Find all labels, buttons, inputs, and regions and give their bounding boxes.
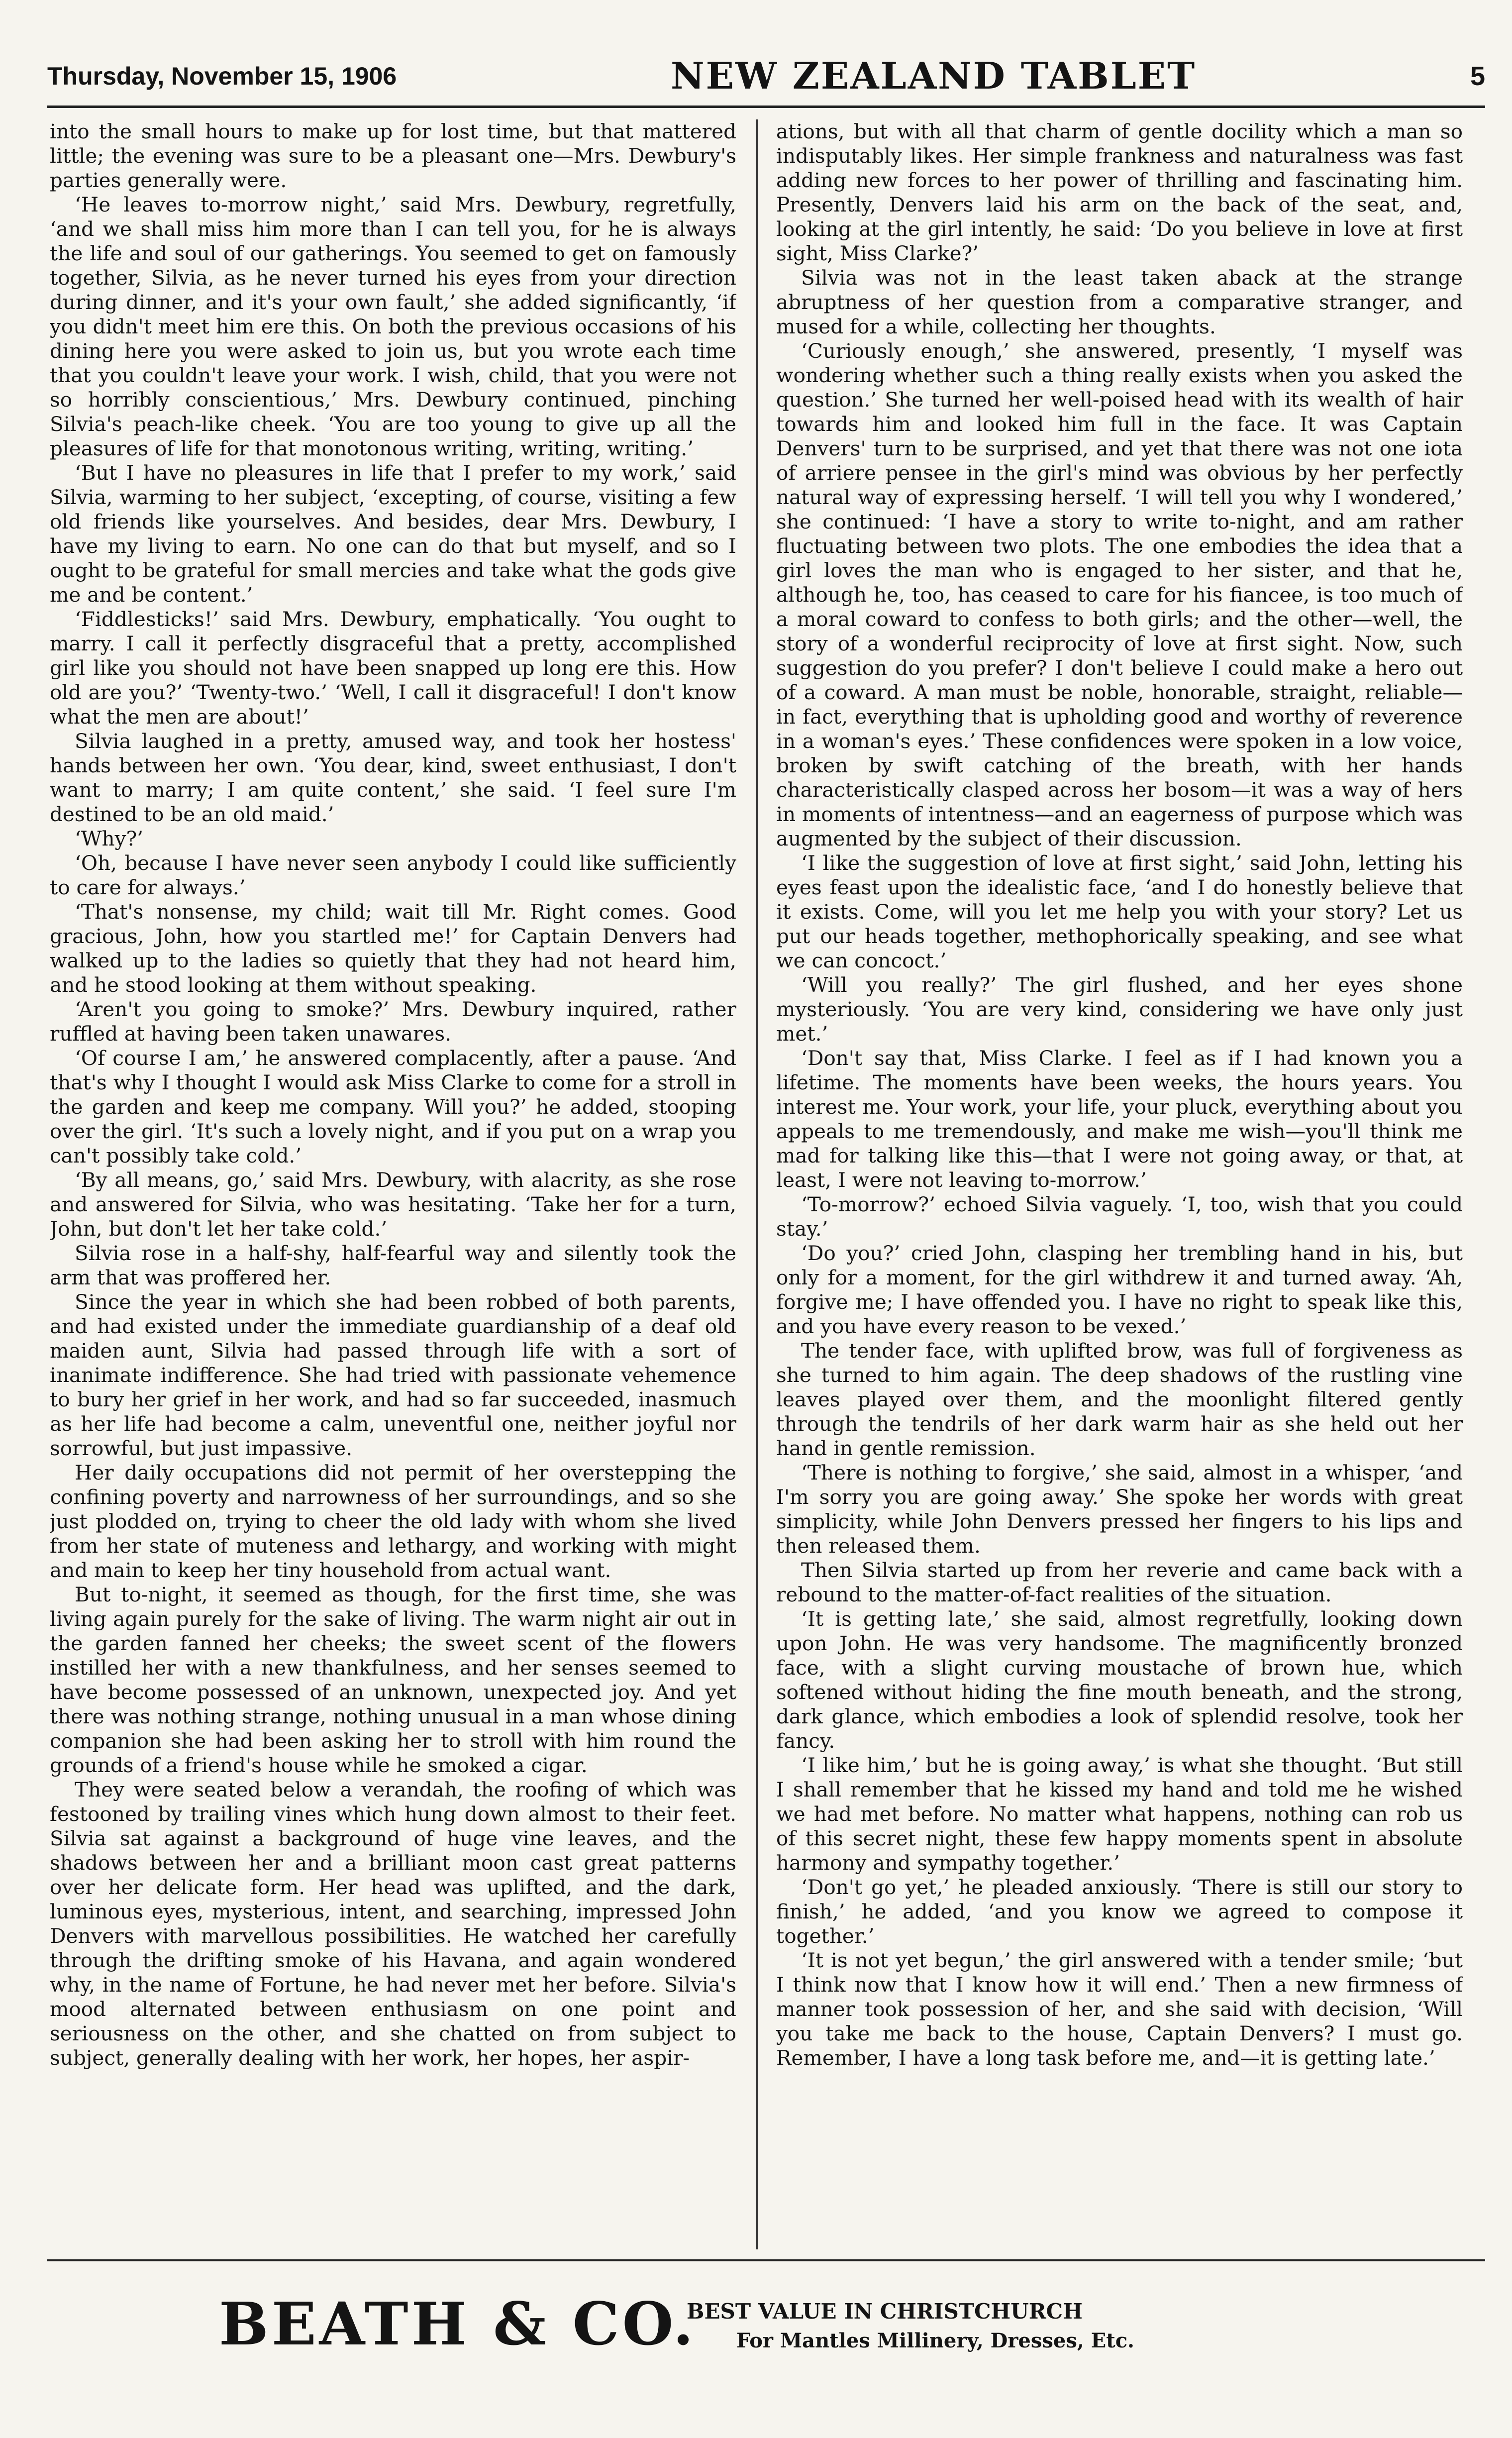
- paragraph: ‘I like him,’ but he is going away,’ is what she thought. ‘But still I shall remember that he kissed my hand and told me he wished we had met before. No matter what happens, nothing can rob us of this secret night, these few happy moments spent in absolute harmony and sympathy together.’: [776, 1753, 1463, 1875]
- paragraph: ‘Of course I am,’ he answered complacently, after a pause. ‘And that's why I thought I would ask Miss Clarke to come for a stroll in the garden and keep me company. Will you?’ he added, stooping over the girl. ‘It's such a lovely night, and if you put on a wrap you can't possibly take cold.’: [50, 1046, 736, 1167]
- paragraph: ‘There is nothing to forgive,’ she said, almost in a whisper, ‘and I'm sorry you are going away.’ She spoke her words with great simplicity, while John Denvers pressed her fingers to his lips and then released them.: [776, 1461, 1463, 1558]
- paragraph: Silvia laughed in a pretty, amused way, and took her hostess' hands between her own. ‘You dear, kind, sweet enthusiast, I don't want to marry; I am quite content,’ she said. ‘I feel sure I'm destined to be an old maid.’: [50, 729, 736, 826]
- article-column-left: [50, 119, 736, 2249]
- paragraph: ‘Will you really?’ The girl flushed, and her eyes shone mysteriously. ‘You are very kind, considering we have only just met.’: [776, 973, 1463, 1046]
- paragraph: ‘Don't say that, Miss Clarke. I feel as if I had known you a lifetime. The moments have been weeks, the hours years. You interest me. Your work, your life, your pluck, everything about you appeals to me tremendously, and make me wish—you'll think me mad for talking like this—that I were not going away, or that, at least, I were not leaving to-morrow.’: [776, 1046, 1463, 1192]
- paragraph: They were seated below a verandah, the roofing of which was festooned by trailing vines which hung down almost to their feet. Silvia sat against a background of huge vine leaves, and the shadows between her and a brilliant moon cast great patterns over her delicate form. Her head was uplifted, and the dark, luminous eyes, mysterious, intent, and searching, impressed John Denvers with marvellous possibilities. He watched her carefully through the drifting smoke of his Havana, and again wondered why, in the name of Fortune, he had never met her before. Silvia's mood alternated between enthusiasm on one point and seriousness on the other, and she chatted on from subject to subject, generally dealing with her work, her hopes, her aspir-: [50, 1778, 736, 2070]
- newspaper-title: NEW ZEALAND TABLET: [670, 54, 1197, 98]
- paragraph: ‘That's nonsense, my child; wait till Mr. Right comes. Good gracious, John, how you startled me!’ for Captain Denvers had walked up to the ladies so quietly that they had not heard him, and he stood looking at them without speaking.: [50, 900, 736, 997]
- paragraph: Her daily occupations did not permit of her overstepping the confining poverty and narrowness of her surroundings, and so she just plodded on, trying to cheer the old lady with whom she lived from her state of muteness and lethargy, and working with might and main to keep her tiny household from actual want.: [50, 1461, 736, 1582]
- paragraph: ‘It is not yet begun,’ the girl answered with a tender smile; ‘but I think now that I know how it will end.’ Then a new firmness of manner took possession of her, and she said with decision, ‘Will you take me back to the house, Captain Denvers? I must go. Remember, I have a long task before me, and—it is getting late.’: [776, 1948, 1463, 2070]
- paragraph: ‘Why?’: [75, 827, 144, 850]
- paragraph: Since the year in which she had been robbed of both parents, and had existed under the immediate guardianship of a deaf old maiden aunt, Silvia had passed through life with a sort of inanimate indifference. She had tried with passionate vehemence to bury her grief in her work, and had so far succeeded, inasmuch as her life had become a calm, uneventful one, neither joyful nor sorrowful, but just impassive.: [50, 1290, 736, 1460]
- issue-date: Thursday, November 15, 1906: [47, 62, 397, 90]
- paragraph: But to-night, it seemed as though, for the first time, she was living again purely for the sake of living. The warm night air out in the garden fanned her cheeks; the sweet scent of the flowers instilled her with a new thankfulness, and her senses seemed to have become possessed of an unknown, unexpected joy. And yet there was nothing strange, nothing unusual in a man whose dining companion she had been asking her to stroll with him round the grounds of a friend's house while he smoked a cigar.: [50, 1583, 736, 1777]
- ad-products: For Mantles Millinery, Dresses, Etc.: [736, 2329, 1134, 2352]
- paragraph: into the small hours to make up for lost time, but that mattered little; the evening was sure to be a pleasant one—Mrs. Dewbury's parties generally were.: [50, 119, 736, 192]
- paragraph: ‘Aren't you going to smoke?’ Mrs. Dewbury inquired, rather ruffled at having been taken unawares.: [50, 997, 736, 1046]
- paragraph: ‘Curiously enough,’ she answered, presently, ‘I myself was wondering whether such a thing really exists when you asked the question.’ She turned her well-poised head with its wealth of hair towards him and looked him full in the face. It was Captain Denvers' turn to be surprised, and yet that there was not one iota of arriere pensee in the girl's mind was obvious by her perfectly natural way of expressing herself. ‘I will tell you why I wondered,’ she continued: ‘I have a story to write to-night, and am rather fluctuating between two plots. The one embodies the idea that a girl loves the man who is engaged to her sister, and that he, although he, too, has ceased to care for his fiancee, is too much of a moral coward to confess to both girls; and the other—well, the story of a wonderful reciprocity of love at first sight. Now, such suggestion do you prefer? I don't believe I could make a hero out of a coward. A man must be noble, honorable, straight, reliable—in fact, everything that is upholding good and worthy of reverence in a woman's eyes.’ These confidences were spoken in a low voice, broken by swift catching of the breath, with her hands characteristically clasped across her bosom—it was a way of hers in moments of intentness—and an eagerness of purpose which was augmented by the subject of their discussion.: [776, 339, 1463, 850]
- advertisement: [219, 2289, 1413, 2389]
- paragraph: ‘To-morrow?’ echoed Silvia vaguely. ‘I, too, wish that you could stay.’: [776, 1192, 1463, 1241]
- header-rule: [47, 106, 1485, 108]
- paragraph: Silvia was not in the least taken aback at the strange abruptness of her question from a comparative stranger, and mused for a while, collecting her thoughts.: [776, 266, 1463, 338]
- article-column-right: [776, 119, 1463, 2249]
- ad-brand: BEATH & CO.: [219, 2289, 697, 2358]
- paragraph: ‘Don't go yet,’ he pleaded anxiously. ‘There is still our story to finish,’ he added, ‘and you know we agreed to compose it together.’: [776, 1875, 1463, 1948]
- paragraph: ‘But I have no pleasures in life that I prefer to my work,’ said Silvia, warming to her subject, ‘excepting, of course, visiting a few old friends like yourselves. And besides, dear Mrs. Dewbury, I have my living to earn. No one can do that but myself, and so I ought to be grateful for small mercies and take what the gods give me and be content.’: [50, 461, 736, 607]
- paragraph: Then Silvia started up from her reverie and came back with a rebound to the matter-of-fact realities of the situation.: [776, 1558, 1463, 1606]
- footer-rule: [47, 2259, 1485, 2261]
- paragraph: ‘Fiddlesticks!’ said Mrs. Dewbury, emphatically. ‘You ought to marry. I call it perfectly disgraceful that a pretty, accomplished girl like you should not have been snapped up long ere this. How old are you?’ ‘Twenty-two.’ ‘Well, I call it disgraceful! I don't know what the men are about!’: [50, 607, 736, 729]
- paragraph: ‘Do you?’ cried John, clasping her trembling hand in his, but only for a moment, for the girl withdrew it and turned away. ‘Ah, forgive me; I have offended you. I have no right to speak like this, and you have every reason to be vexed.’: [776, 1241, 1463, 1338]
- paragraph: ‘I like the suggestion of love at first sight,’ said John, letting his eyes feast upon the idealistic face, ‘and I do honestly believe that it exists. Come, will you let me help you with your story? Let us put our heads together, methophorically speaking, and see what we can concoct.’: [776, 851, 1463, 972]
- page-number: 5: [1470, 61, 1485, 91]
- paragraph: ‘He leaves to-morrow night,’ said Mrs. Dewbury, regretfully, ‘and we shall miss him more than I can tell you, for he is always the life and soul of our gatherings. You seemed to get on famously together, Silvia, as he never turned his eyes from your direction during dinner, and it's your own fault,’ she added significantly, ‘if you didn't meet him ere this. On both the previous occasions of his dining here you were asked to join us, but you wrote each time that you couldn't leave your work. I wish, child, that you were not so horribly conscientious,’ Mrs. Dewbury continued, pinching Silvia's peach-like cheek. ‘You are too young to give up all the pleasures of life for that monotonous writing, writing, writing.’: [50, 193, 736, 460]
- paragraph: ations, but with all that charm of gentle docility which a man so indisputably likes. Her simple frankness and naturalness was fast adding new forces to her power of thrilling and fascinating him. Presently, Denvers laid his arm on the back of the seat, and, looking at the girl intently, he said: ‘Do you believe in love at first sight, Miss Clarke?’: [776, 119, 1463, 265]
- paragraph: ‘Oh, because I have never seen anybody I could like sufficiently to care for always.’: [50, 851, 736, 899]
- paragraph: The tender face, with uplifted brow, was full of forgiveness as she turned to him again. The deep shadows of the rustling vine leaves played over them, and the moonlight filtered gently through the tendrils of her dark warm hair as she held out her hand in gentle remission.: [776, 1339, 1463, 1460]
- ad-tagline: BEST VALUE IN CHRISTCHURCH: [687, 2299, 1083, 2324]
- column-divider: [756, 119, 758, 2249]
- paragraph: ‘By all means, go,’ said Mrs. Dewbury, with alacrity, as she rose and answered for Silvia, who was hesitating. ‘Take her for a turn, John, but don't let her take cold.’: [50, 1168, 736, 1241]
- paragraph: Silvia rose in a half-shy, half-fearful way and silently took the arm that was proffered her.: [50, 1241, 736, 1289]
- paragraph: ‘It is getting late,’ she said, almost regretfully, looking down upon John. He was very handsome. The magnificently bronzed face, with a slight curving moustache of brown hue, which softened without hiding the fine mouth beneath, and the strong, dark glance, which embodies a look of splendid resolve, took her fancy.: [776, 1607, 1463, 1753]
- masthead: [47, 50, 1485, 102]
